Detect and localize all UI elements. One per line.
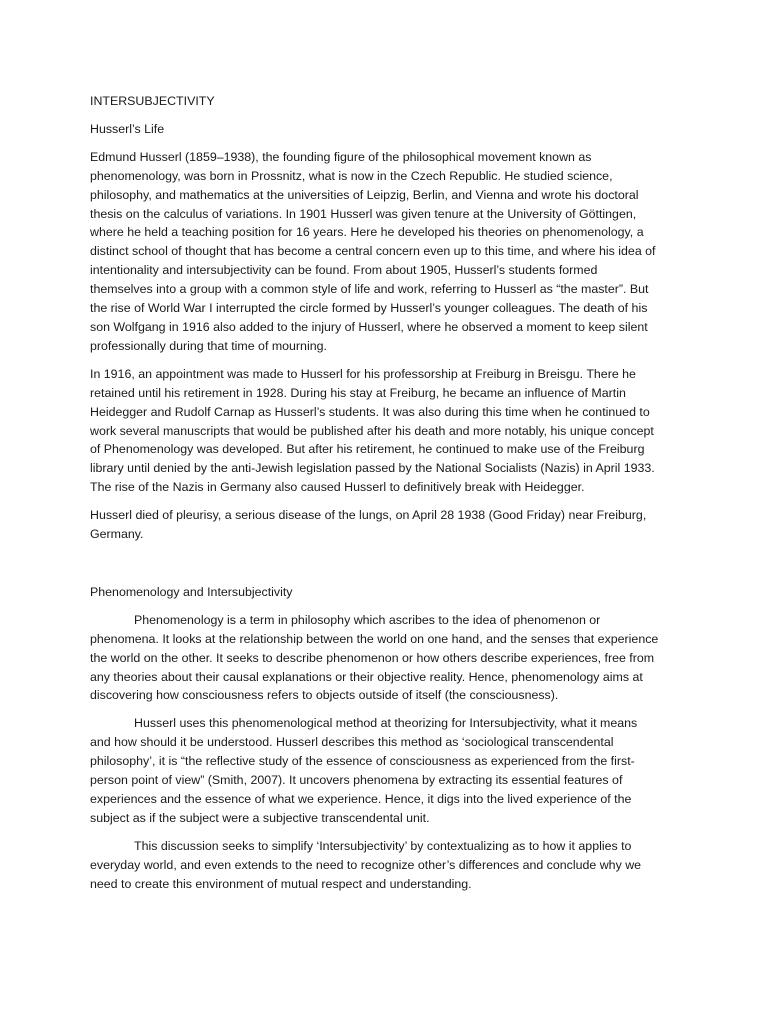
text-line: and how should it be understood. Husserl describes this method as ‘sociological transcendental [90,735,614,750]
paragraph [90,365,678,497]
text-line: work several manuscripts that would be published after his death and more notably, his unique concept [90,423,654,438]
text-line: of Phenomenology was developed. But after his retirement, he continued to make use of the Freiburg [90,442,645,457]
text-line: any theories about their causal explanations or their objective reality. Hence, phenomenology aims at [90,669,643,684]
text-line: philosophy, and mathematics at the universities of Leipzig, Berlin, and Vienna and wrote his doctoral [90,187,639,202]
text-line: In 1916, an appointment was made to Husserl for his professorship at Freiburg in Breisgu. There he [90,366,636,381]
text-line: professionally during that time of mourning. [90,338,327,353]
section-husserls-life [90,148,678,544]
section-phenomenology [90,611,678,894]
text-line: phenomenology, was born in Prossnitz, what is now in the Czech Republic. He studied science, [90,168,613,183]
text-line: need to create this environment of mutual respect and understanding. [90,876,472,891]
text-line: person point of view” (Smith, 2007). It uncovers phenomena by extracting its essential features of [90,773,623,788]
text-line: philosophy’, it is “the reflective study of the essence of consciousness as experienced from the first- [90,754,635,769]
document-title: INTERSUBJECTIVITY [90,94,215,108]
paragraph [90,714,678,827]
text-line: retained until his retirement in 1928. During his stay at Freiburg, he became an influence of Martin [90,385,626,400]
text-line: Heidegger and Rudolf Carnap as Husserl’s students. It was also during this time when he continued to [90,404,650,419]
spacer [90,553,678,583]
text-line: themselves into a group with a common style of life and work, referring to Husserl as “the master”. But [90,282,649,297]
text-line: the world on the other. It seeks to describe phenomenon or how others describe experiences, free from [90,650,655,665]
paragraph [90,148,678,356]
document-page [90,92,678,903]
text-line: This discussion seeks to simplify ‘Intersubjectivity’ by contextualizing as to how it applies to [134,838,632,853]
text-line: The rise of the Nazis in Germany also caused Husserl to definitively break with Heidegger. [90,480,585,495]
text-line: the rise of World War I interrupted the circle formed by Husserl’s younger colleagues. The death of his [90,301,648,316]
text-line: discovering how consciousness refers to objects outside of itself (the consciousness). [90,688,559,703]
paragraph [90,837,678,894]
text-line: thesis on the calculus of variations. In 1901 Husserl was given tenure at the University of Göttingen, [90,206,637,221]
text-line: library until denied by the anti-Jewish legislation passed by the National Socialists (Nazis) in April 1933. [90,461,655,476]
text-line: subject as if the subject were a subjective transcendental unit. [90,810,430,825]
text-line: everyday world, and even extends to the need to recognize other’s differences and conclude why we [90,857,642,872]
section-heading-phenomenology: Phenomenology and Intersubjectivity [90,584,293,599]
text-line: distinct school of thought that has become a central concern even up to this time, and where his idea of [90,244,656,259]
text-line: son Wolfgang in 1916 also added to the injury of Husserl, where he observed a moment to keep silent [90,319,648,334]
section-heading-husserls-life: Husserl’s Life [90,121,165,136]
text-line: Edmund Husserl (1859–1938), the founding figure of the philosophical movement known as [90,149,592,164]
text-line: Husserl uses this phenomenological method at theorizing for Intersubjectivity, what it means [134,716,638,731]
paragraph [90,506,678,544]
text-line: intentionality and intersubjectivity can be found. From about 1905, Husserl’s students formed [90,263,598,278]
text-line: phenomena. It looks at the relationship between the world on one hand, and the senses that experience [90,631,659,646]
paragraph [90,611,678,706]
text-line: Germany. [90,527,144,542]
text-line: Phenomenology is a term in philosophy which ascribes to the idea of phenomenon or [134,612,601,627]
text-line: experiences and the essence of what we experience. Hence, it digs into the lived experience of the [90,792,632,806]
text-line: where he held a teaching position for 16 years. Here he developed his theories on phenomenology, a [90,225,644,240]
text-line: Husserl died of pleurisy, a serious disease of the lungs, on April 28 1938 (Good Friday) near Freiburg, [90,508,647,523]
